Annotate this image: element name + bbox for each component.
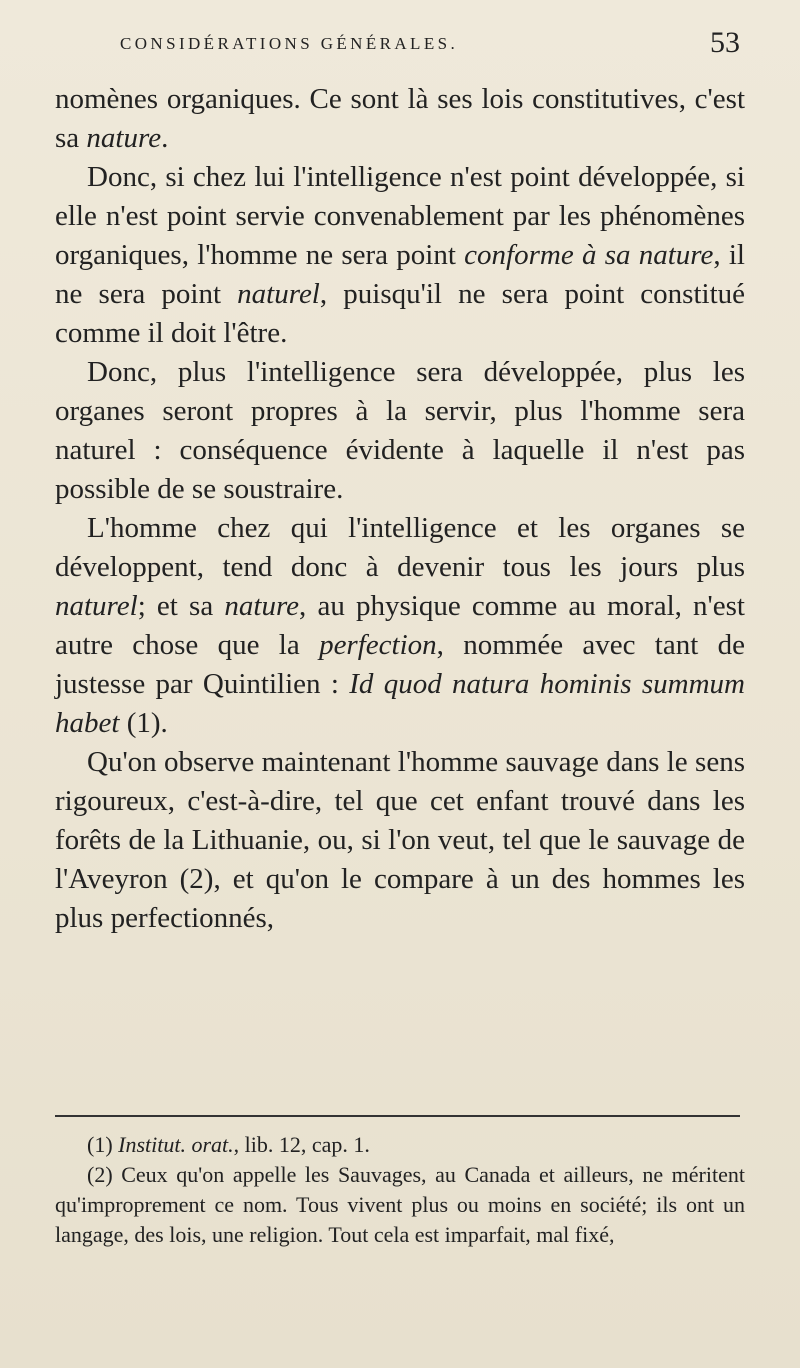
paragraph-1: nomènes organiques. Ce sont là ses lois constitutives, c'est sa nature.: [55, 83, 745, 154]
footnote-rule: [55, 1115, 740, 1117]
footnote-1: (1) Institut. orat., lib. 12, cap. 1.: [87, 1132, 370, 1157]
running-head: [120, 26, 740, 66]
body-text: [55, 80, 745, 938]
footnote-2: (2) Ceux qu'on appelle les Sauvages, au Canada et ailleurs, ne méritent qu'improprement ce nom. Tous vivent plus ou moins en société; ils ont un langage, des lois, une religion. Tout cela est imparfait, mal fixé,: [55, 1162, 745, 1247]
paragraph-2: Donc, si chez lui l'intelligence n'est point développée, si elle n'est point servie convenablement par les phénomènes organiques, l'homme ne sera point conforme à sa nature, il ne sera point naturel, puisqu'il ne sera point constitué comme il doit l'être.: [55, 161, 745, 349]
running-title: CONSIDÉRATIONS GÉNÉRALES.: [120, 34, 459, 53]
paragraph-4: L'homme chez qui l'intelligence et les organes se développent, tend donc à devenir tous les jours plus naturel; et sa nature, au physique comme au moral, n'est autre chose que la perfection, nommée avec tant de justesse par Quintilien : Id quod natura hominis summum habet (1).: [55, 512, 745, 739]
footnotes: [55, 1130, 745, 1250]
page-number: 53: [710, 26, 740, 59]
paragraph-3: Donc, plus l'intelligence sera développée, plus les organes seront propres à la servir, plus l'homme sera naturel : conséquence évidente à laquelle il n'est pas possible de se soustraire.: [55, 356, 745, 505]
paragraph-5: Qu'on observe maintenant l'homme sauvage dans le sens rigoureux, c'est-à-dire, tel que cet enfant trouvé dans les forêts de la Lithuanie, ou, si l'on veut, tel que le sauvage de l'Aveyron (2), et qu'on le compare à un des hommes les plus perfectionnés,: [55, 746, 745, 934]
